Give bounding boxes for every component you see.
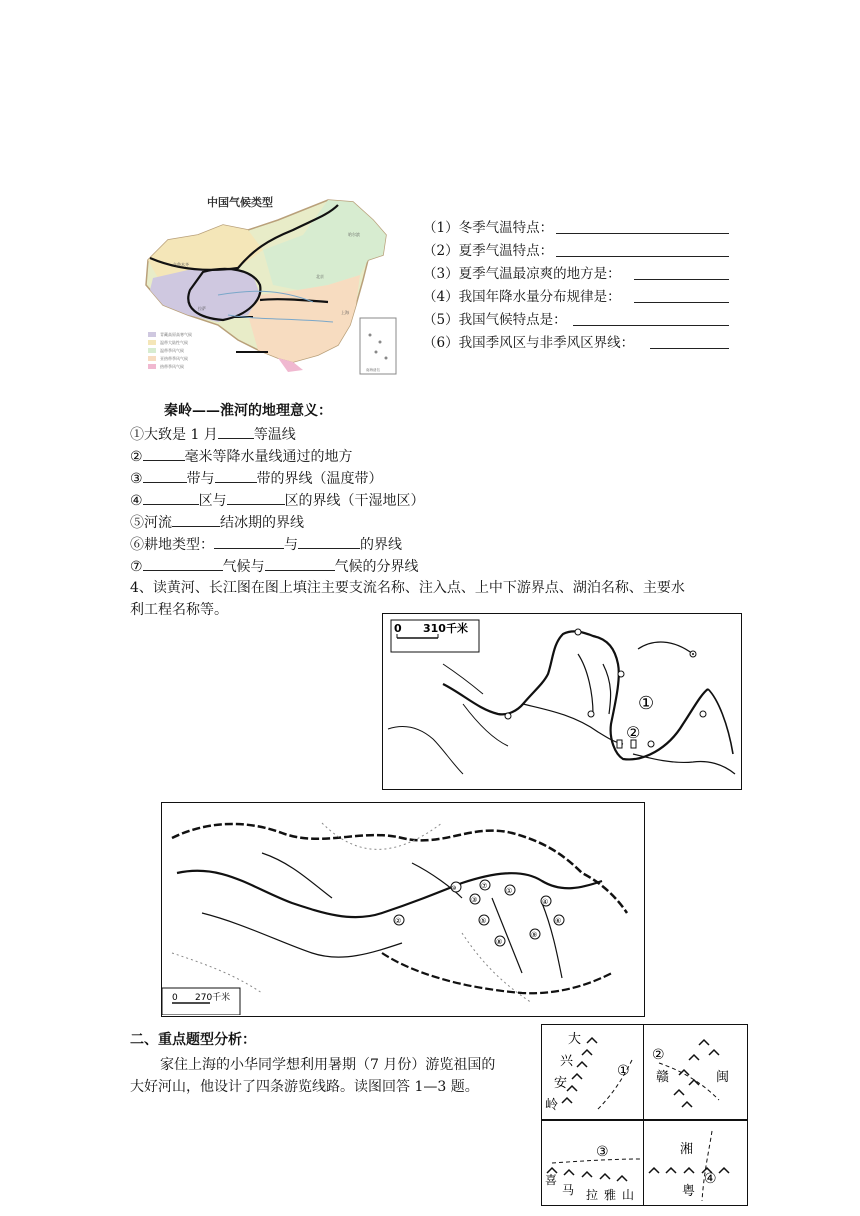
answer-blank[interactable] [573,325,729,326]
question-text: （3）夏季气温最凉爽的地方是： [423,266,621,282]
question-text: （5）我国气候特点是： [423,312,567,328]
place-label: 乌鲁木齐 [173,262,189,267]
climate-map-title: 中国气候类型 [207,196,273,209]
question-text: （6）我国季风区与非季风区界线： [423,335,635,351]
answer-blank[interactable] [143,446,185,461]
marker-1: ① [506,887,513,895]
question-line [423,287,621,307]
route-label: 赣 [656,1070,670,1085]
legend-label: 温带大陆性气候 [160,340,188,345]
route-label: 闽 [716,1070,730,1085]
question-4-line1: 4、读黄河、长江图在图上填注主要支流名称、注入点、上中下游界点、湖泊名称、主要水 [130,580,685,596]
place-label: 哈尔滨 [348,232,360,237]
marker-9: ⑨ [531,931,538,939]
marker-7: ⑦ [481,882,488,890]
qinling-item: ② 毫米等降水量线通过的地方 [130,446,353,467]
route-label: 拉 [586,1188,599,1202]
scale-zero: 0 [394,622,402,635]
route-label: 雅 [604,1188,617,1202]
answer-blank[interactable] [650,348,729,349]
route-marker: ② [652,1047,665,1063]
route-marker: ① [617,1063,630,1079]
answer-blank[interactable] [214,534,284,549]
marker-4: ④ [542,898,549,906]
route-label: 喜 [545,1173,558,1187]
answer-blank[interactable] [298,534,360,549]
qinling-item: ①大致是 1 月 等温线 [130,424,296,445]
answer-blank[interactable] [634,302,729,303]
qinling-item: ③ 带与 带的界线（温度带） [130,468,383,489]
marker-1: ① [638,693,655,714]
yellow-river-map [382,613,742,790]
yangtze-river-map [161,802,645,1017]
route-map-3 [541,1120,645,1206]
marker-3: ③ [471,896,478,904]
question-line [423,333,634,353]
question-text: （1）冬季气温特点： [423,220,554,236]
answer-blank[interactable] [143,556,223,571]
route-label: 湘 [680,1142,694,1157]
legend-label: 温带季风气候 [160,348,184,353]
marker-8: ⑧ [496,938,503,946]
qinling-item: ⑦ 气候与 气候的分界线 [130,556,419,577]
question-line [423,218,553,238]
question-line [423,310,567,330]
answer-blank[interactable] [172,512,220,527]
place-label: 北京 [316,274,324,279]
legend-label: 青藏高原高寒气候 [160,332,192,337]
answer-blank[interactable] [215,468,257,483]
place-label: 拉萨 [198,306,206,311]
route-label: 马 [562,1183,575,1197]
qinling-item: ⑤河流 结冰期的界线 [130,512,304,533]
qinling-item: ⑥耕地类型： 与 的界线 [130,534,402,555]
question-line [423,264,621,284]
route-label: 岭 [545,1098,559,1113]
marker-10: ⑩ [451,885,457,892]
route-label: 安 [554,1076,568,1091]
qinling-heading: 秦岭——淮河的地理意义： [164,403,332,419]
scale-label: 310千米 [423,622,468,635]
route-map-4 [643,1120,748,1206]
answer-blank[interactable] [556,256,729,257]
section2-para1: 家住上海的小华同学想利用暑期（7 月份）游览祖国的 [160,1057,496,1073]
scale-label: 270千米 [195,993,231,1003]
route-marker: ④ [704,1171,717,1187]
climate-map [128,190,400,380]
answer-blank[interactable] [556,233,729,234]
answer-blank[interactable] [265,556,335,571]
route-label: 粤 [682,1184,696,1199]
answer-blank[interactable] [227,490,285,505]
route-label: 山 [622,1188,635,1202]
answer-blank[interactable] [218,424,254,439]
section2-para2: 大好河山，他设计了四条游览线路。读图回答 1—3 题。 [130,1079,479,1095]
scale-zero: 0 [172,993,178,1003]
route-label: 大 [568,1032,582,1047]
section2-heading: 二、重点题型分析： [130,1032,256,1048]
marker-2: ② [626,723,641,742]
question-4-line2: 利工程名称等。 [130,602,228,618]
question-line [423,241,553,261]
route-label: 兴 [560,1054,574,1069]
marker-6: ⑥ [555,917,562,925]
route-marker: ③ [596,1144,609,1160]
inset-label: 南海诸岛 [366,368,380,372]
answer-blank[interactable] [143,490,199,505]
route-map-1 [541,1024,645,1120]
legend-label: 热带季风气候 [160,364,184,369]
question-text: （2）夏季气温特点： [423,243,554,259]
marker-5: ⑤ [480,917,487,925]
question-text: （4）我国年降水量分布规律是： [423,289,621,305]
marker-2: ② [395,917,402,925]
legend-label: 亚热带季风气候 [160,356,188,361]
route-map-2 [643,1024,748,1120]
qinling-item: ④ 区与 区的界线（干湿地区） [130,490,425,511]
place-label: 上海 [341,310,349,315]
answer-blank[interactable] [634,279,729,280]
answer-blank[interactable] [143,468,187,483]
